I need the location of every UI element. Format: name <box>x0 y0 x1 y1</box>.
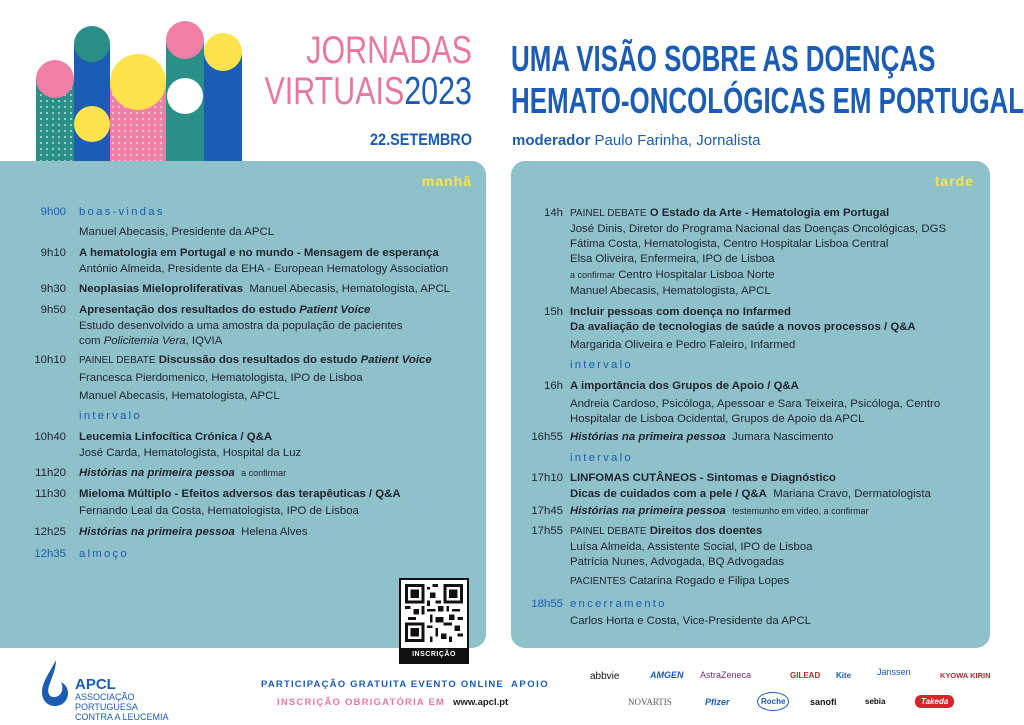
qr-label: INSCRIÇÃO <box>401 648 467 662</box>
event-logo-graphic <box>32 14 246 161</box>
break-label: encerramento <box>570 598 667 610</box>
sponsor-logo: Kite <box>836 671 852 680</box>
sponsor-logo: Roche <box>757 692 789 711</box>
session-type: PACIENTES <box>570 576 626 587</box>
session-type: PAINEL DEBATE <box>570 208 647 219</box>
speaker: Andreia Cardoso, Psicóloga, Apessoar e Sara Teixeira, Psicóloga, Centro <box>570 398 941 410</box>
speaker: Hospitalar de Lisboa Ocidental, Grupos de Apoio da APCL <box>570 413 865 425</box>
sponsor-logo: AMGEN <box>650 670 684 680</box>
speaker: Carlos Horta e Costa, Vice-Presidente da APCL <box>570 615 812 627</box>
org-full-name <box>75 692 195 722</box>
registration-qr-code[interactable] <box>399 578 469 664</box>
org-full-name-line2: CONTRA A LEUCEMIA <box>75 712 169 722</box>
speaker: Fátima Costa, Hematologista, Centro Hospitalar Lisboa Central <box>570 238 889 250</box>
morning-heading: manhã <box>421 173 472 189</box>
item-title: Dicas de cuidados com a pele / Q&A <box>570 488 767 500</box>
event-name-line2: VIRTUAIS <box>264 70 405 113</box>
event-name-line1: JORNADAS <box>306 29 472 72</box>
speaker: Manuel Abecasis, Hematologista, APCL <box>570 285 771 297</box>
description: Estudo desenvolvido a uma amostra da população de pacientes <box>79 320 403 332</box>
sponsor-logo: NOVARTIS <box>628 697 672 707</box>
speaker: Jumara Nascimento <box>732 431 834 443</box>
time: 12h35 <box>34 548 66 560</box>
afternoon-heading: tarde <box>934 173 974 189</box>
item-title: A importância dos Grupos de Apoio / Q&A <box>570 380 799 392</box>
time: 9h50 <box>40 304 66 316</box>
break-label: almoço <box>79 548 129 560</box>
time: 16h55 <box>531 431 563 443</box>
sponsor-logo: GILEAD <box>790 671 821 680</box>
item-title-italic: Histórias na primeira pessoa <box>570 505 726 517</box>
main-title-line1: UMA VISÃO SOBRE AS DOENÇAS <box>511 38 936 79</box>
qr-code-icon <box>405 584 463 642</box>
item-title-italic: Histórias na primeira pessoa <box>79 526 235 538</box>
speaker: Elsa Oliveira, Enfermeira, IPO de Lisboa <box>570 253 775 265</box>
speaker: Luísa Almeida, Assistente Social, IPO de Lisboa <box>570 541 813 553</box>
apcl-logo-icon <box>40 658 70 708</box>
speaker: Manuel Abecasis, Hematologista, APCL <box>79 390 280 402</box>
time: 9h30 <box>40 283 66 295</box>
sponsor-logo: KYOWA KIRIN <box>940 671 991 680</box>
sponsor-logo: abbvie <box>590 671 620 682</box>
session-type: PAINEL DEBATE <box>570 526 647 537</box>
time: 17h55 <box>531 525 563 537</box>
sponsor-logo: Pfizer <box>705 697 730 707</box>
website-link[interactable]: www.apcl.pt <box>453 697 509 708</box>
description: com <box>79 335 101 347</box>
sponsor-logo: Takeda <box>915 695 954 708</box>
speaker: Margarida Oliveira e Pedro Faleiro, Infarmed <box>570 339 796 351</box>
item-title: Direitos dos doentes <box>649 525 763 537</box>
event-year: 2023 <box>404 70 472 113</box>
note: a confirmar <box>241 468 287 478</box>
speaker: Francesca Pierdomenico, Hematologista, IPO de Lisboa <box>79 372 363 384</box>
item-title: Discussão dos resultados do estudo <box>158 354 358 366</box>
break-label: intervalo <box>79 410 142 422</box>
item-title: A hematologia em Portugal e no mundo - Mensagem de esperança <box>79 247 439 259</box>
description-end: , IQVIA <box>185 335 223 347</box>
time: 10h40 <box>34 431 66 443</box>
item-title: Neoplasias Mieloproliferativas <box>79 283 243 295</box>
speaker: Fernando Leal da Costa, Hematologista, IPO de Lisboa <box>79 505 359 517</box>
participation-info: PARTICIPAÇÃO GRATUITA EVENTO ONLINE <box>261 679 504 690</box>
note: a confirmar <box>570 270 616 280</box>
item-title-italic: Histórias na primeira pessoa <box>570 431 726 443</box>
speaker: Patrícia Nunes, Advogada, BQ Advogadas <box>570 556 785 568</box>
sponsor-logo: sebia <box>865 697 886 706</box>
item-title: O Estado da Arte - Hematologia em Portugal <box>649 207 890 219</box>
speaker: Manuel Abecasis, Hematologista, APCL <box>249 283 451 295</box>
sponsor-logo: AstraZeneca <box>700 670 752 680</box>
description-italic: Policitemia Vera <box>103 335 186 347</box>
time: 11h20 <box>35 467 66 479</box>
moderator <box>512 132 760 149</box>
item-title: Mieloma Múltiplo - Efeitos adversos das terapêuticas / Q&A <box>79 488 401 500</box>
item-title-italic: Patient Voice <box>360 354 432 366</box>
item-title: LINFOMAS CUTÂNEOS - Sintomas e Diagnóstico <box>570 472 836 484</box>
time: 9h00 <box>40 206 66 218</box>
speaker: Mariana Cravo, Dermatologista <box>773 488 931 500</box>
morning-panel <box>0 161 486 648</box>
speaker: José Carda, Hematologista, Hospital da Luz <box>79 447 302 459</box>
time: 12h25 <box>34 526 66 538</box>
moderator-label: moderador <box>512 132 591 149</box>
item-title: boas-vindas <box>79 206 165 218</box>
main-title <box>511 38 1024 122</box>
sponsor-logo: sanofi <box>810 697 837 707</box>
speaker: Centro Hospitalar Lisboa Norte <box>618 269 775 281</box>
main-title-line2: HEMATO-ONCOLÓGICAS EM PORTUGAL <box>511 80 1024 121</box>
speaker: José Dinis, Diretor do Programa Nacional das Doenças Oncológicas, DGS <box>570 223 947 235</box>
afternoon-panel <box>511 161 990 648</box>
org-short-name: APCL <box>75 676 116 693</box>
sponsor-logo: Janssen <box>877 667 911 677</box>
item-title-italic: Histórias na primeira pessoa <box>79 467 235 479</box>
item-title: Leucemia Linfocítica Crónica / Q&A <box>79 431 273 443</box>
time: 10h10 <box>34 354 66 366</box>
speaker: Catarina Rogado e Filipa Lopes <box>629 575 790 587</box>
time: 17h45 <box>531 505 563 517</box>
support-label: APOIO <box>511 679 550 690</box>
item-title: Da avaliação de tecnologias de saúde a novos processos / Q&A <box>570 321 916 333</box>
event-name <box>265 30 472 112</box>
session-type: PAINEL DEBATE <box>79 355 156 366</box>
time: 15h <box>543 306 563 318</box>
time: 16h <box>543 380 563 392</box>
item-title: Apresentação dos resultados do estudo <box>79 304 297 316</box>
note: testemunho em vídeo, a confirmar <box>732 506 869 516</box>
speaker: Helena Alves <box>241 526 308 538</box>
break-label: intervalo <box>570 452 633 464</box>
time: 18h55 <box>531 598 563 610</box>
item-title: Incluir pessoas com doença no Infarmed <box>570 306 791 318</box>
time: 17h10 <box>531 472 563 484</box>
org-full-name-line1: ASSOCIAÇÃO PORTUGUESA <box>75 692 138 712</box>
moderator-name: Paulo Farinha, Jornalista <box>594 132 761 149</box>
registration-info <box>277 697 508 708</box>
speaker: António Almeida, Presidente da EHA - European Hematology Association <box>79 263 449 275</box>
time: 11h30 <box>35 488 66 500</box>
time: 9h10 <box>40 247 66 259</box>
registration-text: INSCRIÇÃO OBRIGATÓRIA EM <box>277 697 446 708</box>
event-date: 22.SETEMBRO <box>370 130 472 149</box>
time: 14h <box>543 207 563 219</box>
item-title-italic: Patient Voice <box>299 304 371 316</box>
break-label: intervalo <box>570 359 633 371</box>
speaker: Manuel Abecasis, Presidente da APCL <box>79 226 275 238</box>
